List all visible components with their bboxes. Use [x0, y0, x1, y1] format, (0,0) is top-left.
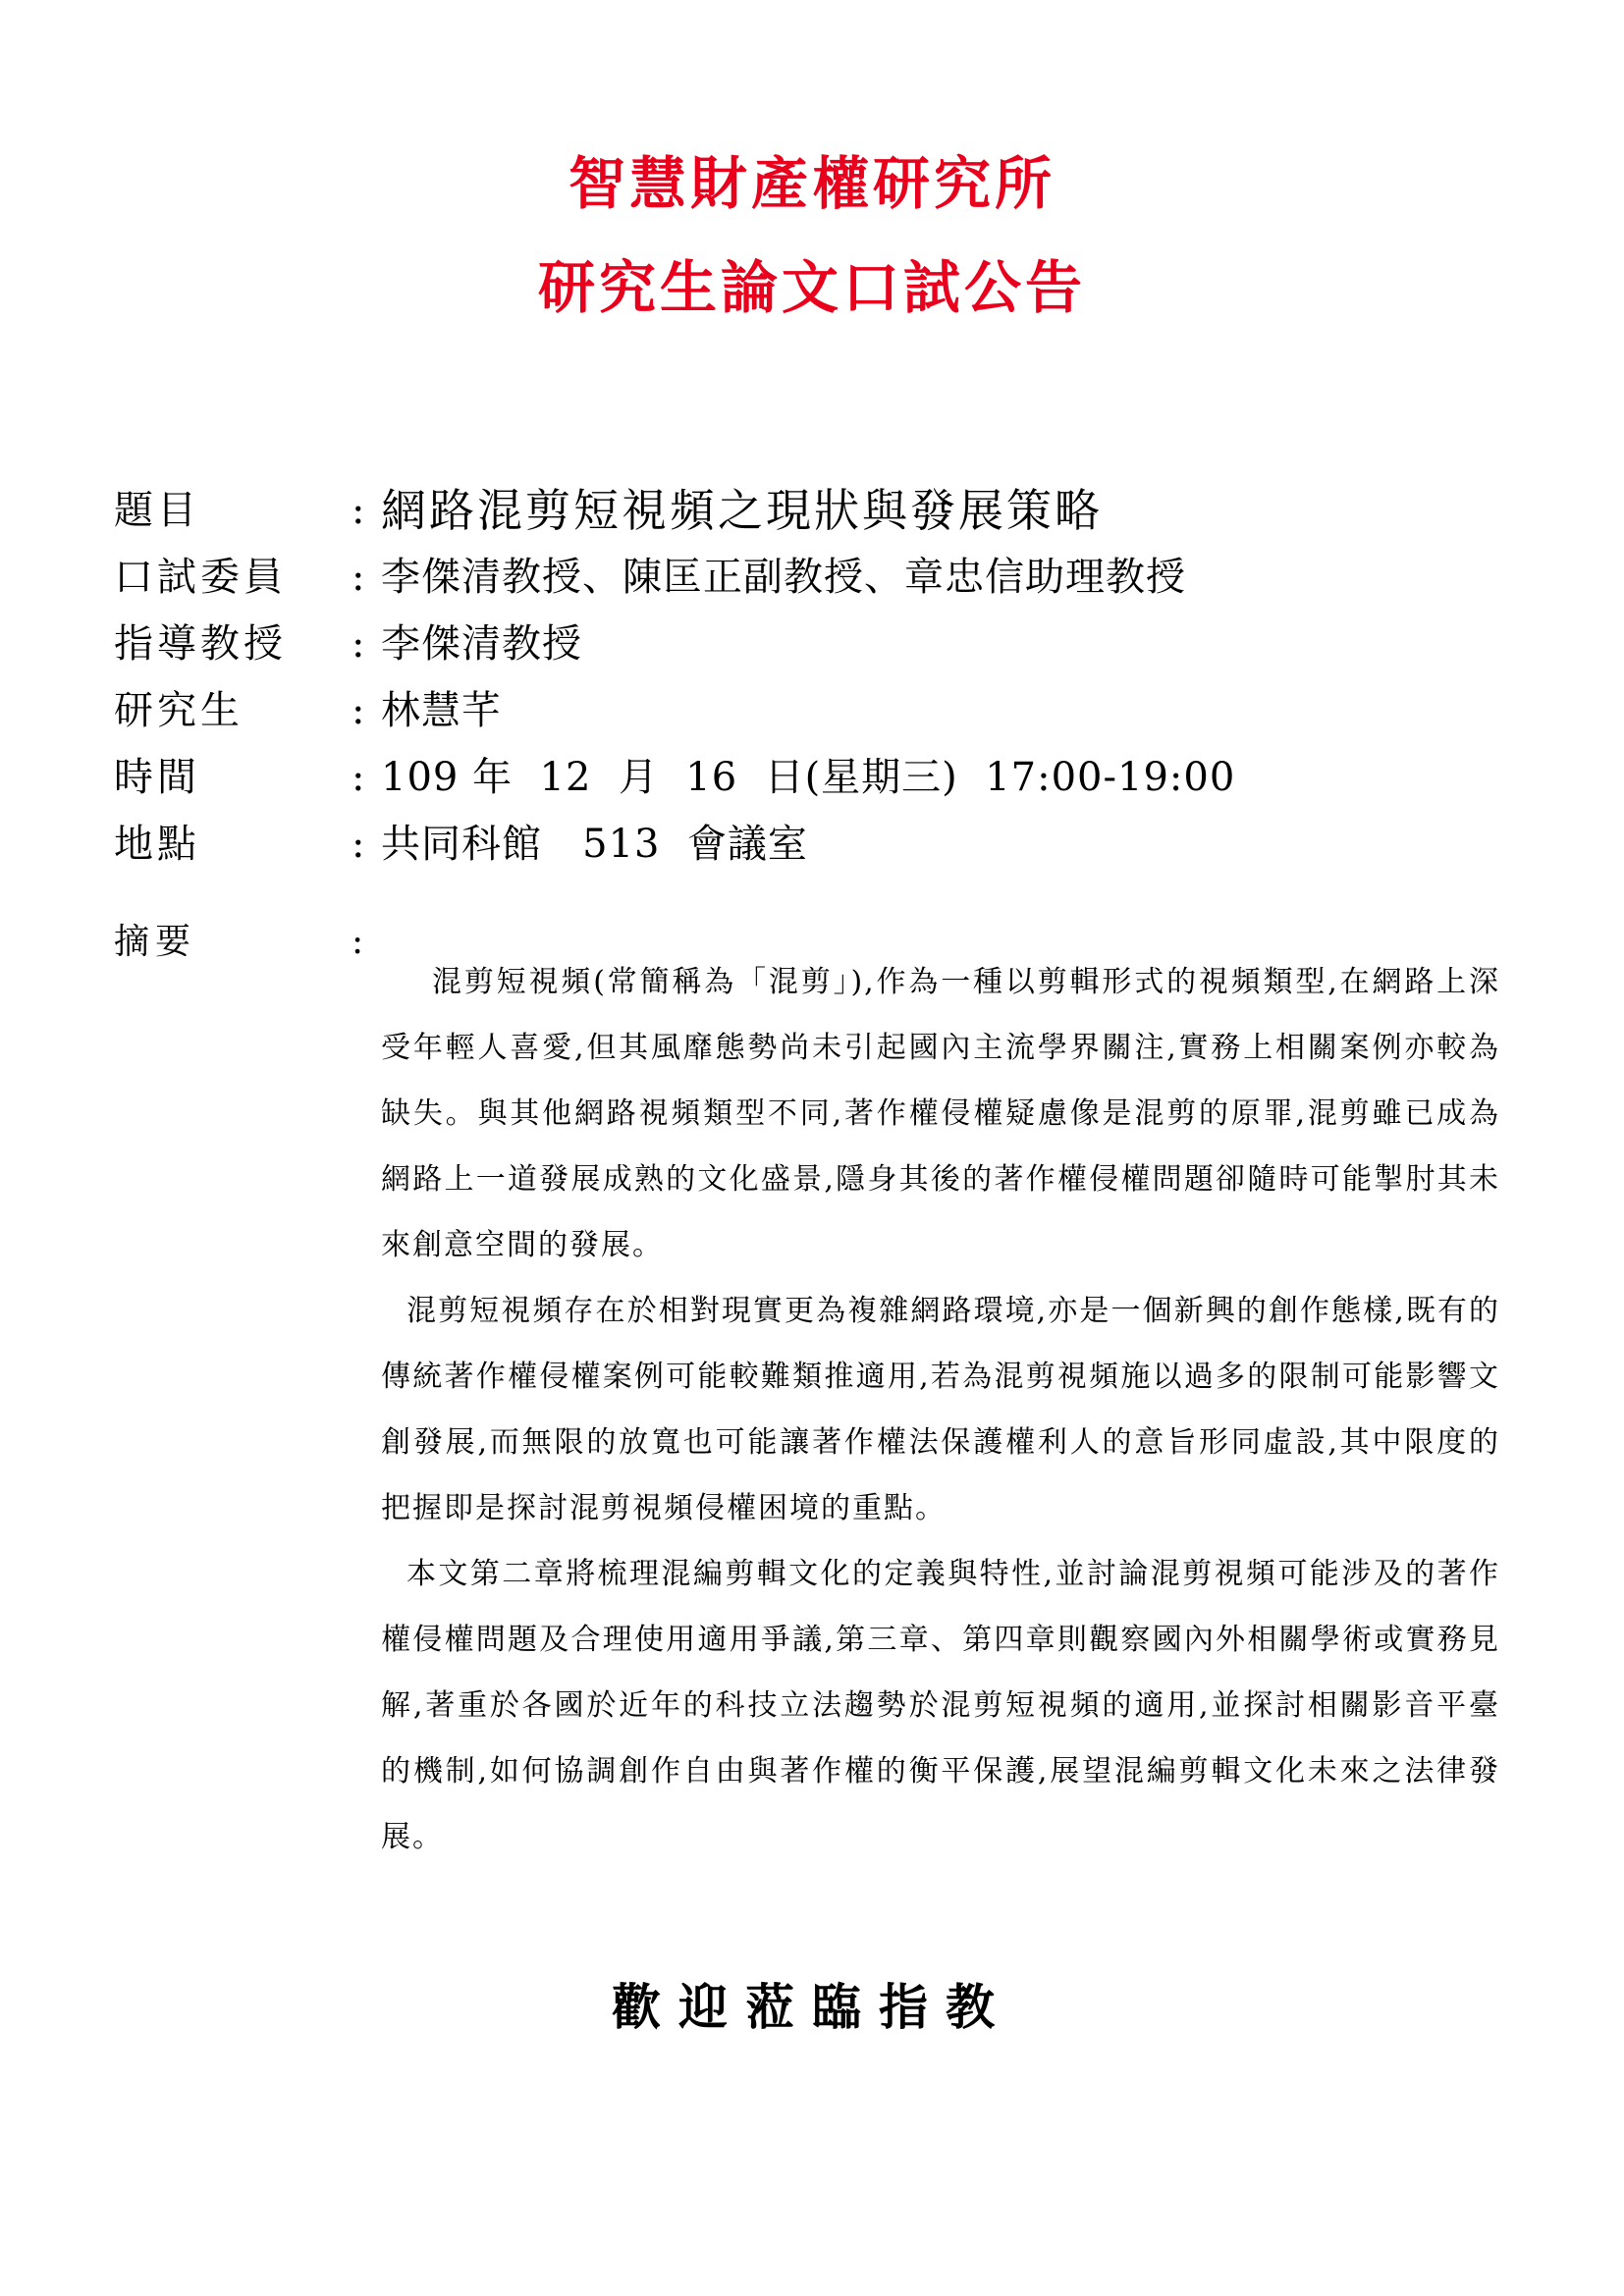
abstract-paragraph-2: 混剪短視頻存在於相對現實更為複雜網路環境,亦是一個新興的創作態樣,既有的傳統著作權侵權案例可能較難類推適用,若為混剪視頻施以過多的限制可能影響文創發展,而無限的放寬也可能讓著作權法保護權利人的意旨形同虛設,其中限度的把握即是探討混剪視頻侵權困境的重點。 — [381, 1294, 1500, 1525]
committee-colon: : — [352, 555, 365, 600]
location-value: 共同科館 513 會議室 — [381, 822, 808, 867]
abstract-label: 摘要 — [114, 922, 197, 962]
info-row-committee — [0, 548, 1624, 607]
student-value: 林慧芊 — [381, 688, 502, 733]
advisor-value: 李傑清教授 — [381, 621, 582, 667]
topic-colon: : — [352, 488, 365, 533]
location-label: 地點 — [114, 822, 200, 867]
student-colon: : — [352, 688, 365, 733]
institute-title: 智慧財產權研究所 — [568, 150, 1056, 217]
announcement-title: 研究生論文口試公告 — [537, 254, 1086, 321]
info-row-topic — [0, 481, 1624, 540]
advisor-colon: : — [352, 621, 365, 667]
committee-value: 李傑清教授、陳匡正副教授、章忠信助理教授 — [381, 555, 1186, 600]
committee-label: 口試委員 — [114, 555, 287, 600]
topic-label: 題目 — [114, 488, 200, 533]
info-row-time — [0, 748, 1624, 807]
abstract-paragraph-1: 混剪短視頻(常簡稱為「混剪」),作為一種以剪輯形式的視頻類型,在網路上深受年輕人喜愛,但其風靡態勢尚未引起國內主流學界關注,實務上相關案例亦較為缺失。與其他網路視頻類型不同,著作權侵權疑慮像是混剪的原罪,混剪雖已成為網路上一道發展成熟的文化盛景,隱身其後的著作權侵權問題卻隨時可能掣肘其未來創意空間的發展。 — [381, 965, 1500, 1262]
abstract-paragraph-3: 本文第二章將梳理混編剪輯文化的定義與特性,並討論混剪視頻可能涉及的著作權侵權問題及合理使用適用爭議,第三章、第四章則觀察國內外相關學術或實務見解,著重於各國於近年的科技立法趨勢於混剪短視頻的適用,並探討相關影音平臺的機制,如何協調創作自由與著作權的衡平保護,展望混編剪輯文化未來之法律發展。 — [381, 1557, 1500, 1854]
location-colon: : — [352, 822, 365, 867]
info-row-location — [0, 815, 1624, 874]
info-row-student — [0, 681, 1624, 740]
topic-value: 網路混剪短視頻之現狀與發展策略 — [381, 484, 1103, 537]
abstract-body — [381, 949, 1500, 1870]
info-row-advisor — [0, 614, 1624, 673]
abstract-colon: : — [352, 922, 364, 962]
time-colon: : — [352, 755, 365, 800]
student-label: 研究生 — [114, 688, 244, 733]
time-label: 時間 — [114, 755, 200, 800]
advisor-label: 指導教授 — [114, 621, 287, 667]
time-value: 109 年 12 月 16 日(星期三) 17:00-19:00 — [381, 755, 1236, 800]
closing-welcome: 歡迎蒞臨指教 — [612, 1979, 1012, 2036]
